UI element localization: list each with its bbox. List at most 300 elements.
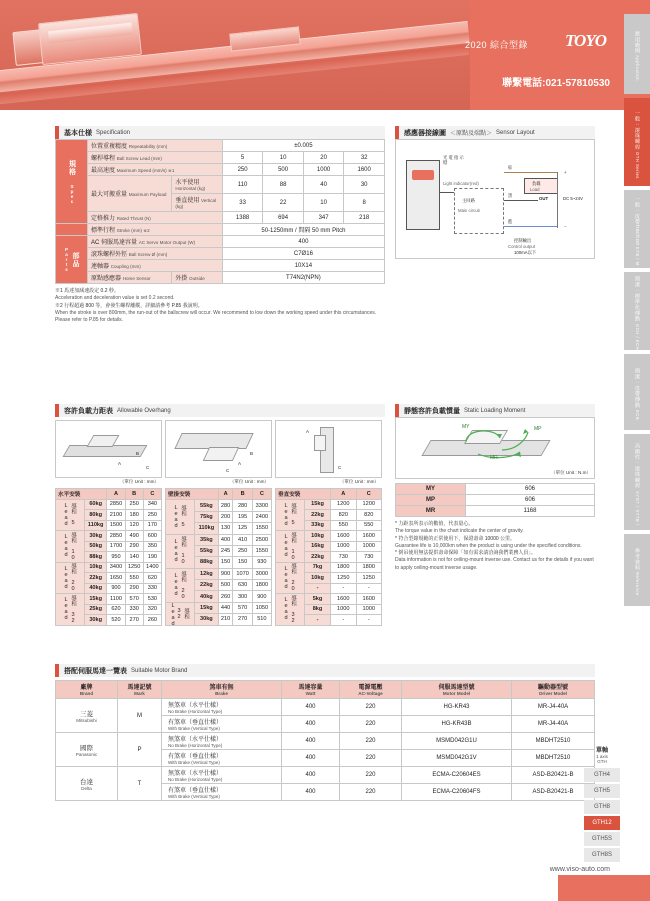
side-tab-reference[interactable] xyxy=(624,534,650,606)
voltage: 220 xyxy=(340,733,402,750)
header-phone: 聯繫電話:021-57810530 xyxy=(502,78,610,89)
value-c: 1050 xyxy=(252,602,271,613)
label-en: Maximum Speed (mm/s) ※1 xyxy=(116,168,175,173)
value-a: 820 xyxy=(331,510,356,521)
load-cell: 10kg xyxy=(305,531,331,542)
overhang-section xyxy=(55,404,385,626)
driver-model: MR-J4-40A xyxy=(512,699,595,716)
side-tab-sub: ECB xyxy=(635,409,640,421)
spec-row-label xyxy=(88,224,223,236)
value-c: 340 xyxy=(143,499,161,510)
value-c: 1250 xyxy=(356,573,382,584)
brand-logo: TOYO xyxy=(564,31,606,50)
table-row xyxy=(56,212,385,224)
brake-cn: 無煞車（水平仕樣） xyxy=(168,703,223,709)
dc-supply-label: DC 5~24V xyxy=(563,196,583,201)
gth-item-gth5[interactable]: GTH5 xyxy=(584,784,620,798)
overhang-unit-3: （單位 Unit : mm） xyxy=(339,479,379,484)
brake-type xyxy=(162,767,282,784)
table-row xyxy=(396,506,595,517)
mark-mitsubishi: M xyxy=(118,699,162,733)
moment-label: MR xyxy=(396,506,466,517)
load-cell: 50kg xyxy=(85,541,107,552)
motor-model: HG-KR43 xyxy=(402,699,512,716)
col-header: A xyxy=(107,489,125,500)
dim-c-label: C xyxy=(226,468,230,473)
spec-value: 50-1250mm / 間隔 50 mm Pitch xyxy=(222,224,384,236)
spec-note-1-en: Acceleration and deceleration value is set 0.2 second. xyxy=(55,295,175,302)
axis-selector-title xyxy=(584,745,620,764)
brand-cn: 三菱 xyxy=(80,710,93,718)
static-section-title xyxy=(395,404,595,417)
mark-delta: T xyxy=(118,767,162,801)
spec-value: 500 xyxy=(263,164,303,176)
brake-en: No Brake (Horizontal Type) xyxy=(168,743,223,748)
table-row xyxy=(56,767,595,784)
svg-text:MR: MR xyxy=(490,455,498,460)
spec-row-label xyxy=(88,260,223,272)
voltage: 220 xyxy=(340,716,402,733)
table-row xyxy=(56,489,162,500)
spec-value: 30 xyxy=(344,176,385,194)
static-moment-figure xyxy=(395,417,595,479)
black-wire-label: 黑 xyxy=(508,193,513,198)
sensor-wire-graphic xyxy=(440,192,454,193)
value-c: 1800 xyxy=(252,580,271,591)
table-row xyxy=(396,495,595,506)
sublabel-cn: 外掛 xyxy=(175,276,188,282)
brake-cn: 有煞車（垂直仕樣） xyxy=(168,754,223,760)
value-a: 900 xyxy=(218,568,233,579)
spec-group-row-stroke xyxy=(56,224,88,236)
value-a: 200 xyxy=(218,511,233,522)
value-a: 620 xyxy=(107,604,125,615)
spec-value: 1388 xyxy=(222,212,263,224)
sublabel-cn: 水平使用 xyxy=(175,180,200,186)
side-tab-application[interactable] xyxy=(624,14,650,94)
label-en: Stroke (mm) ※2 xyxy=(116,228,150,233)
overhang-table-vertical xyxy=(275,488,382,626)
label-cn: 最大可搬重量 xyxy=(91,192,128,198)
static-note-3-en: Data information is not for ceiling-mount inverse use. Contact us for the details if you want to apply ceiling-mount inverse usage. xyxy=(395,557,594,571)
lead-group-32: 導程 32 Lead xyxy=(166,602,195,625)
gth-item-gth5s[interactable]: GTH5S xyxy=(584,832,620,846)
side-tab-label: 應用範例 xyxy=(634,30,640,54)
sensor-wiring-diagram xyxy=(395,139,595,259)
value-c: 3300 xyxy=(252,500,271,511)
title-cn: 水平安裝 xyxy=(58,491,81,498)
brake-type xyxy=(162,750,282,767)
value-c: - xyxy=(356,615,382,626)
label-en: AC Servo Motor Output (W) xyxy=(138,240,196,245)
value-b: 1070 xyxy=(233,568,252,579)
table-row xyxy=(56,224,385,236)
col-en: AC-Voltage xyxy=(358,691,383,696)
label-en: Ball Screw Lead (mm) xyxy=(116,156,162,161)
brake-cn: 無煞車（水平仕樣） xyxy=(168,771,223,777)
value-a: 1000 xyxy=(331,541,356,552)
table-row xyxy=(166,534,272,545)
value-c: 3000 xyxy=(252,568,271,579)
load-cell: 15kg xyxy=(305,499,331,510)
vertical-mount-figure xyxy=(275,420,382,478)
spec-group-parts xyxy=(56,236,88,284)
spec-value: 10 xyxy=(263,152,303,164)
load-cell: - xyxy=(305,615,331,626)
brake-en: With Brake (Vertical Type) xyxy=(168,726,220,731)
dim-b-label: B xyxy=(250,451,254,456)
svg-text:MY: MY xyxy=(462,424,470,430)
col-cn: 馬達記號 xyxy=(127,685,152,691)
side-tab-label: 參考資料 xyxy=(634,547,640,571)
spec-value: 10 xyxy=(303,194,344,212)
value-a: - xyxy=(331,583,356,594)
label-cn: 位置重複精度 xyxy=(91,144,128,150)
col-header: B xyxy=(233,489,252,500)
label-en: Ball Screw Ø (mm) xyxy=(128,252,168,257)
lead-group-5: 導程 5 Lead xyxy=(56,499,85,531)
value-c: 1800 xyxy=(356,562,382,573)
sensor-title-cn: 感應器接線圖 xyxy=(404,129,446,137)
value-c: 550 xyxy=(356,520,382,531)
load-cell: 33kg xyxy=(305,520,331,531)
value-b: 280 xyxy=(233,500,252,511)
load-label-en: Load xyxy=(530,187,540,192)
value-a: 1200 xyxy=(331,499,356,510)
spec-note-2-cn: ※2 行程超過 800 等，會發生螺桿離縱，詳細請參考 P.85 我說明。 xyxy=(55,302,203,309)
value-b: 300 xyxy=(233,591,252,602)
table-row xyxy=(56,164,385,176)
brake-en: No Brake (Horizontal Type) xyxy=(168,777,223,782)
col-cn: 驅動器型號 xyxy=(537,685,568,691)
spec-value: 40 xyxy=(303,176,344,194)
minus-terminal-label: − xyxy=(564,224,567,229)
value-c: 510 xyxy=(252,614,271,625)
brake-cn: 有煞車（垂直仕樣） xyxy=(168,788,223,794)
supply-rail-wire xyxy=(557,172,558,228)
lead-group-10: 導程 10 Lead xyxy=(166,534,195,568)
value-b: 125 xyxy=(233,523,252,534)
table-row xyxy=(276,499,382,510)
motor-model: HG-KR43B xyxy=(402,716,512,733)
value-a: 150 xyxy=(218,557,233,568)
col-brake xyxy=(162,681,282,699)
watt: 400 xyxy=(282,699,340,716)
side-tab-label: 高剛性 : 滾珠螺桿 xyxy=(634,442,640,489)
spec-row-label xyxy=(88,212,223,224)
motor-model: ECMA-C20604ES xyxy=(402,767,512,784)
brand-delta xyxy=(56,767,118,801)
value-b: 180 xyxy=(125,510,143,521)
col-header: A xyxy=(331,489,356,500)
sublabel-en: Outside xyxy=(189,276,205,281)
brake-type xyxy=(162,716,282,733)
load-cell: 75kg xyxy=(195,511,219,522)
driver-model: MBDHT2510 xyxy=(512,733,595,750)
header-product-photo xyxy=(0,0,470,110)
spec-row-label xyxy=(88,140,223,152)
spec-value: 400 xyxy=(222,236,384,248)
col-cn: 伺服馬達型號 xyxy=(438,685,475,691)
value-a: 260 xyxy=(218,591,233,602)
value-b: 570 xyxy=(233,602,252,613)
motor-table xyxy=(55,680,595,801)
brand-en: Panasonic xyxy=(75,751,98,757)
spec-value: 5 xyxy=(222,152,263,164)
brand-cn: 國際 xyxy=(80,744,93,752)
spec-row-label xyxy=(88,236,223,248)
spec-title-cn: 基本仕様 xyxy=(64,129,92,137)
label-en: Rated Thrust (N) xyxy=(116,216,151,221)
spec-value: ±0.005 xyxy=(222,140,384,152)
value-a: 500 xyxy=(218,580,233,591)
gth-item-gth4[interactable]: GTH4 xyxy=(584,768,620,782)
gth-item-gth12[interactable]: GTH12 xyxy=(584,816,620,830)
value-c: 2400 xyxy=(252,511,271,522)
title-cn: 壁掛安裝 xyxy=(168,492,191,499)
value-b: 250 xyxy=(125,499,143,510)
load-cell: 22kg xyxy=(305,552,331,563)
mark-panasonic: P xyxy=(118,733,162,767)
col-brand xyxy=(56,681,118,699)
table-row xyxy=(166,500,272,511)
load-cell: 25kg xyxy=(85,604,107,615)
brake-type xyxy=(162,733,282,750)
svg-text:MP: MP xyxy=(534,426,542,432)
value-c: 320 xyxy=(143,604,161,615)
main-circuit-label-en: Main circuit xyxy=(458,208,480,213)
load-cell: 22kg xyxy=(305,510,331,521)
value-b: 290 xyxy=(125,583,143,594)
col-en: Motor Model xyxy=(442,691,471,696)
side-tab-rail xyxy=(609,0,650,901)
spec-value: 1000 xyxy=(303,164,344,176)
value-c: 250 xyxy=(143,510,161,521)
value-c: 600 xyxy=(143,531,161,542)
voltage: 220 xyxy=(340,784,402,801)
spec-value: 8 xyxy=(344,194,385,212)
value-b: 1250 xyxy=(125,562,143,573)
sublabel-en: Horizontal (kg) xyxy=(175,186,206,191)
col-en: Driver Model xyxy=(539,691,567,696)
side-tab-sub: Reference xyxy=(635,572,640,597)
load-cell: 55kg xyxy=(195,545,219,556)
value-b: 150 xyxy=(233,557,252,568)
lead-group-20: 導程 20 Lead xyxy=(56,562,85,594)
spec-value: 218 xyxy=(344,212,385,224)
brand-en: Delta xyxy=(81,785,92,791)
spec-value: 250 xyxy=(222,164,263,176)
col-header: C xyxy=(143,489,161,500)
blue-wire-label: 藍 xyxy=(508,219,513,224)
load-cell: 88kg xyxy=(85,552,107,563)
table-row xyxy=(56,594,162,605)
gth-item-gth8[interactable]: GTH8 xyxy=(584,800,620,814)
table-row xyxy=(56,733,595,750)
spec-value: T74N2(NPN) xyxy=(222,272,384,284)
label-cn: 定格推力 xyxy=(91,216,116,222)
brand-mitsubishi xyxy=(56,699,118,733)
table-row xyxy=(56,260,385,272)
value-a: 400 xyxy=(218,534,233,545)
dim-a-label: A xyxy=(118,461,122,466)
value-c: 820 xyxy=(356,510,382,521)
overhang-table-horizontal xyxy=(55,488,162,626)
dim-c-label: C xyxy=(338,465,342,470)
value-a: 2100 xyxy=(107,510,125,521)
value-a: 550 xyxy=(331,520,356,531)
voltage: 220 xyxy=(340,699,402,716)
brake-en: With Brake (Vertical Type) xyxy=(168,760,220,765)
value-a: 1500 xyxy=(107,520,125,531)
sublabel-en: Vertical (kg) xyxy=(175,198,217,209)
static-note-2-cn: * 符合型錄規範的正常使用下，保證壽命 10000 公里。 xyxy=(395,535,516,542)
driver-model: ASD-B20421-B xyxy=(512,784,595,801)
motor-section xyxy=(55,664,595,801)
col-header: A xyxy=(218,489,233,500)
static-note-2-en: Guarantee life is 10,000km when the product is using under the specified conditions. xyxy=(395,542,582,549)
load-cell: 60kg xyxy=(85,499,107,510)
side-tab-gch-ech[interactable] xyxy=(624,272,650,350)
table-row xyxy=(276,594,382,605)
col-cn: 馬達容量 xyxy=(298,685,323,691)
sensor-section xyxy=(395,126,595,259)
footer-url[interactable]: www.viso-auto.com xyxy=(549,866,610,873)
brake-type xyxy=(162,699,282,716)
table-row xyxy=(56,248,385,260)
table-row xyxy=(166,489,272,500)
motor-model: ECMA-C20604FS xyxy=(402,784,512,801)
brake-en: With Brake (Vertical Type) xyxy=(168,794,220,799)
value-c: 1000 xyxy=(356,604,382,615)
value-b: 570 xyxy=(125,594,143,605)
col-en: Watt xyxy=(305,691,316,696)
carriage-shape xyxy=(203,447,240,461)
value-a: 1250 xyxy=(331,573,356,584)
spec-group-label-en: Parts xyxy=(64,247,69,272)
col-cn: 煞車有無 xyxy=(209,685,234,691)
label-cn: 連軸器 xyxy=(91,264,110,270)
load-cell: 8kg xyxy=(305,604,331,615)
col-driver-model xyxy=(512,681,595,699)
motor-title-cn: 搭配伺服馬達一覽表 xyxy=(64,667,127,675)
light-indicator-label-en: Light indicator(red) xyxy=(443,181,479,186)
main-circuit-label-cn: 主回路 xyxy=(462,198,475,203)
value-c: 1550 xyxy=(252,523,271,534)
driver-model: MR-J4-40A xyxy=(512,716,595,733)
motor-title-en: Suitable Motor Brand xyxy=(131,667,188,674)
load-cell: 30kg xyxy=(85,531,107,542)
spec-title-en: Specification xyxy=(96,129,131,136)
watt: 400 xyxy=(282,784,340,801)
overhang-tables xyxy=(55,488,385,626)
overhang-unit-2: （單位 Unit : mm） xyxy=(229,479,269,484)
value-b: 270 xyxy=(125,615,143,626)
label-en: Home Sensor xyxy=(122,276,151,281)
spec-row-label xyxy=(88,272,172,284)
light-indicator-label-cn: 光 電 指 示 燈 xyxy=(443,155,464,165)
col-motor-model xyxy=(402,681,512,699)
spec-value: 33 xyxy=(222,194,263,212)
spec-group-label-cn: 規格 xyxy=(68,159,76,176)
value-c: - xyxy=(356,583,382,594)
col-en: Brand xyxy=(79,691,94,696)
side-tab-xygt[interactable] xyxy=(609,434,650,530)
table-row xyxy=(56,176,385,194)
value-a: 950 xyxy=(107,552,125,563)
spec-value: C7Ø16 xyxy=(222,248,384,260)
table-row xyxy=(56,699,595,716)
spec-row-label xyxy=(88,152,223,164)
max-current-label: 100mA以下 xyxy=(514,250,537,255)
value-a: 210 xyxy=(218,614,233,625)
dim-a-label: A xyxy=(238,461,242,466)
col-cn: 電源電壓 xyxy=(358,685,383,691)
value-c: 190 xyxy=(143,552,161,563)
title-cn: 垂直安裝 xyxy=(278,491,301,498)
side-tab-gth-series[interactable] xyxy=(624,98,650,186)
sensor-title-en: Sensor Layout xyxy=(496,129,535,136)
wall-mount-figure xyxy=(165,420,272,478)
static-note-1-cn: * 力距表所表示的數值，代表量心。 xyxy=(395,521,474,527)
label-cn: 最高速度 xyxy=(91,168,116,174)
spec-row-sublabel xyxy=(172,176,222,194)
spec-value: 347 xyxy=(303,212,344,224)
value-a: 2850 xyxy=(107,531,125,542)
side-tab-ecb[interactable] xyxy=(624,354,650,430)
value-c: 730 xyxy=(356,552,382,563)
dim-c-label: C xyxy=(146,465,150,470)
spec-note-2-en: When the stroke is over 800mm, the run-out of the ballscrew will occur. We recommend to low down the working speed under this circumstances. Please refer to P.85 for details. xyxy=(55,309,377,323)
value-c: 900 xyxy=(252,591,271,602)
load-cell: 30kg xyxy=(195,614,219,625)
spec-value: 22 xyxy=(263,194,303,212)
overhang-figures xyxy=(55,420,385,478)
gth-item-gth8s[interactable]: GTH8S xyxy=(584,848,620,862)
load-cell: 5kg xyxy=(305,594,331,605)
sublabel-cn: 垂直使用 xyxy=(175,198,200,204)
side-tab-etb-m[interactable] xyxy=(624,190,650,268)
horizontal-mount-figure xyxy=(55,420,162,478)
brand-cn: 台達 xyxy=(80,778,93,786)
value-a: 520 xyxy=(107,615,125,626)
table-row xyxy=(396,484,595,495)
value-a: 1600 xyxy=(331,594,356,605)
out-terminal-label: OUT xyxy=(539,196,549,201)
moment-label: MP xyxy=(396,495,466,506)
label-en: Repeatability (mm) xyxy=(128,144,168,149)
moment-arrows-icon xyxy=(456,420,546,460)
load-cell: 55kg xyxy=(195,500,219,511)
moment-value: 606 xyxy=(466,495,595,506)
control-output-label-en: Control output xyxy=(508,244,535,249)
value-a: 130 xyxy=(218,523,233,534)
table-row xyxy=(56,236,385,248)
spec-group-label-en: Spec xyxy=(69,183,75,204)
moment-value: 606 xyxy=(466,484,595,495)
table-row xyxy=(56,499,162,510)
carriage-shape xyxy=(314,435,326,451)
spec-row-label xyxy=(88,164,223,176)
spec-group-spec xyxy=(56,140,88,224)
value-a: 280 xyxy=(218,500,233,511)
brand-panasonic xyxy=(56,733,118,767)
load-cell: - xyxy=(305,583,331,594)
overhang-unit-1: （單位 Unit : mm） xyxy=(119,479,159,484)
axis-title: 單軸 xyxy=(595,748,608,754)
value-c: 170 xyxy=(143,520,161,531)
value-c: 530 xyxy=(143,594,161,605)
